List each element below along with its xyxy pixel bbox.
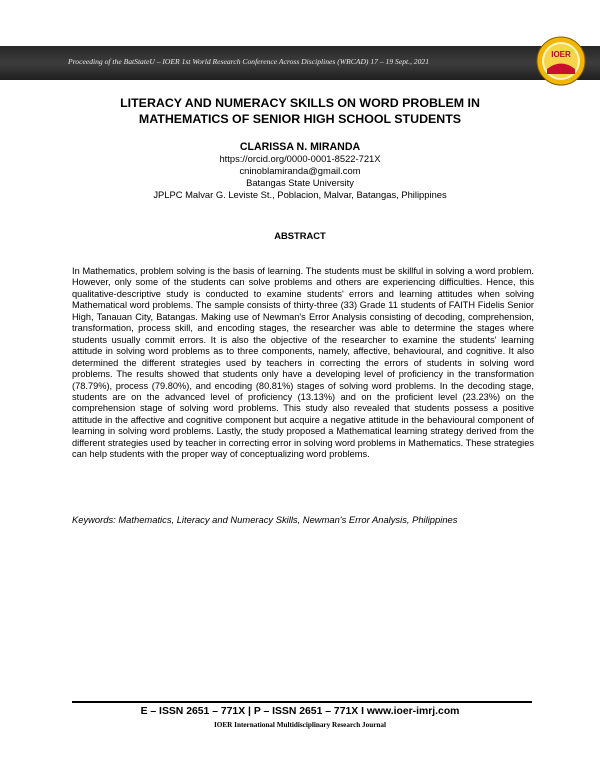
footer-journal: IOER International Multidisciplinary Research Journal (214, 721, 386, 729)
author-email[interactable]: cninoblamiranda@gmail.com (239, 165, 361, 176)
title-line-1: LITERACY AND NUMERACY SKILLS ON WORD PROBLEM IN (120, 96, 480, 110)
paper-title (60, 95, 540, 127)
orcid-link[interactable]: https://orcid.org/0000-0001-8522-721X (219, 153, 381, 164)
abstract-heading: ABSTRACT (274, 230, 326, 241)
conference-header: Proceeding of the BatStateU – IOER 1st World Research Conference Across Disciplines (WRCAD) 17 – 19 Sept., 2021 (68, 57, 429, 66)
address: JPLPC Malvar G. Leviste St., Poblacion, Malvar, Batangas, Philippines (153, 189, 447, 200)
footer-divider (72, 701, 532, 703)
logo-text: IOER (551, 50, 571, 59)
footer-issn: E – ISSN 2651 – 771X | P – ISSN 2651 – 771X I www.ioer-imrj.com (140, 706, 460, 717)
abstract-text: In Mathematics, problem solving is the basis of learning. The students must be skillful in solving a word problem. However, only some of the students can solve problems and others are experiencing difficulties. Hence, this qualitative-descriptive study is conducted to examine students' errors and learning attitudes when solving Mathematical word problems. The sample consists of thirty-three (33) Grade 11 students of FAITH Fidelis Senior High, Tanauan City, Batangas. Making use of Newman's Error Analysis consisting of decoding, comprehension, transformation, process skill, and encoding stages, the researcher was able to determine the stages where students usually commit errors. It is also the objective of the researcher to examine the students' learning attitude in solving word problems as to three components, namely, affective, behavioural, and cognitive. It also determined the different strategies used by teachers in correcting the errors of students in solving word problems. The results showed that students only have a developing level of proficiency in the transformation (78.79%), process (79.80%), and encoding (80.81%) stages of solving word problems. In the decoding stage, students are on the advanced level of proficiency (13.13%) and on the proficient level (23.23%) on the comprehension stage of solving word problems. This study also revealed that students possess a positive attitude in the affective and cognitive component but acquire a negative attitude in the behavioural component of learning in solving word problems. Lastly, the study proposed a Mathematical learning strategy derived from the different strategies used by teacher in correcting error in solving word problems in Mathematics. These strategies can help students with the proper way of conceptualizing word problems. (72, 266, 534, 460)
author-name: CLARISSA N. MIRANDA (239, 141, 361, 153)
title-line-2: MATHEMATICS OF SENIOR HIGH SCHOOL STUDENTS (138, 112, 462, 126)
keywords: Keywords: Mathematics, Literacy and Numeracy Skills, Newman's Error Analysis, Philippines (72, 514, 458, 525)
university: Batangas State University (246, 177, 354, 188)
ioer-logo-icon (536, 36, 586, 86)
